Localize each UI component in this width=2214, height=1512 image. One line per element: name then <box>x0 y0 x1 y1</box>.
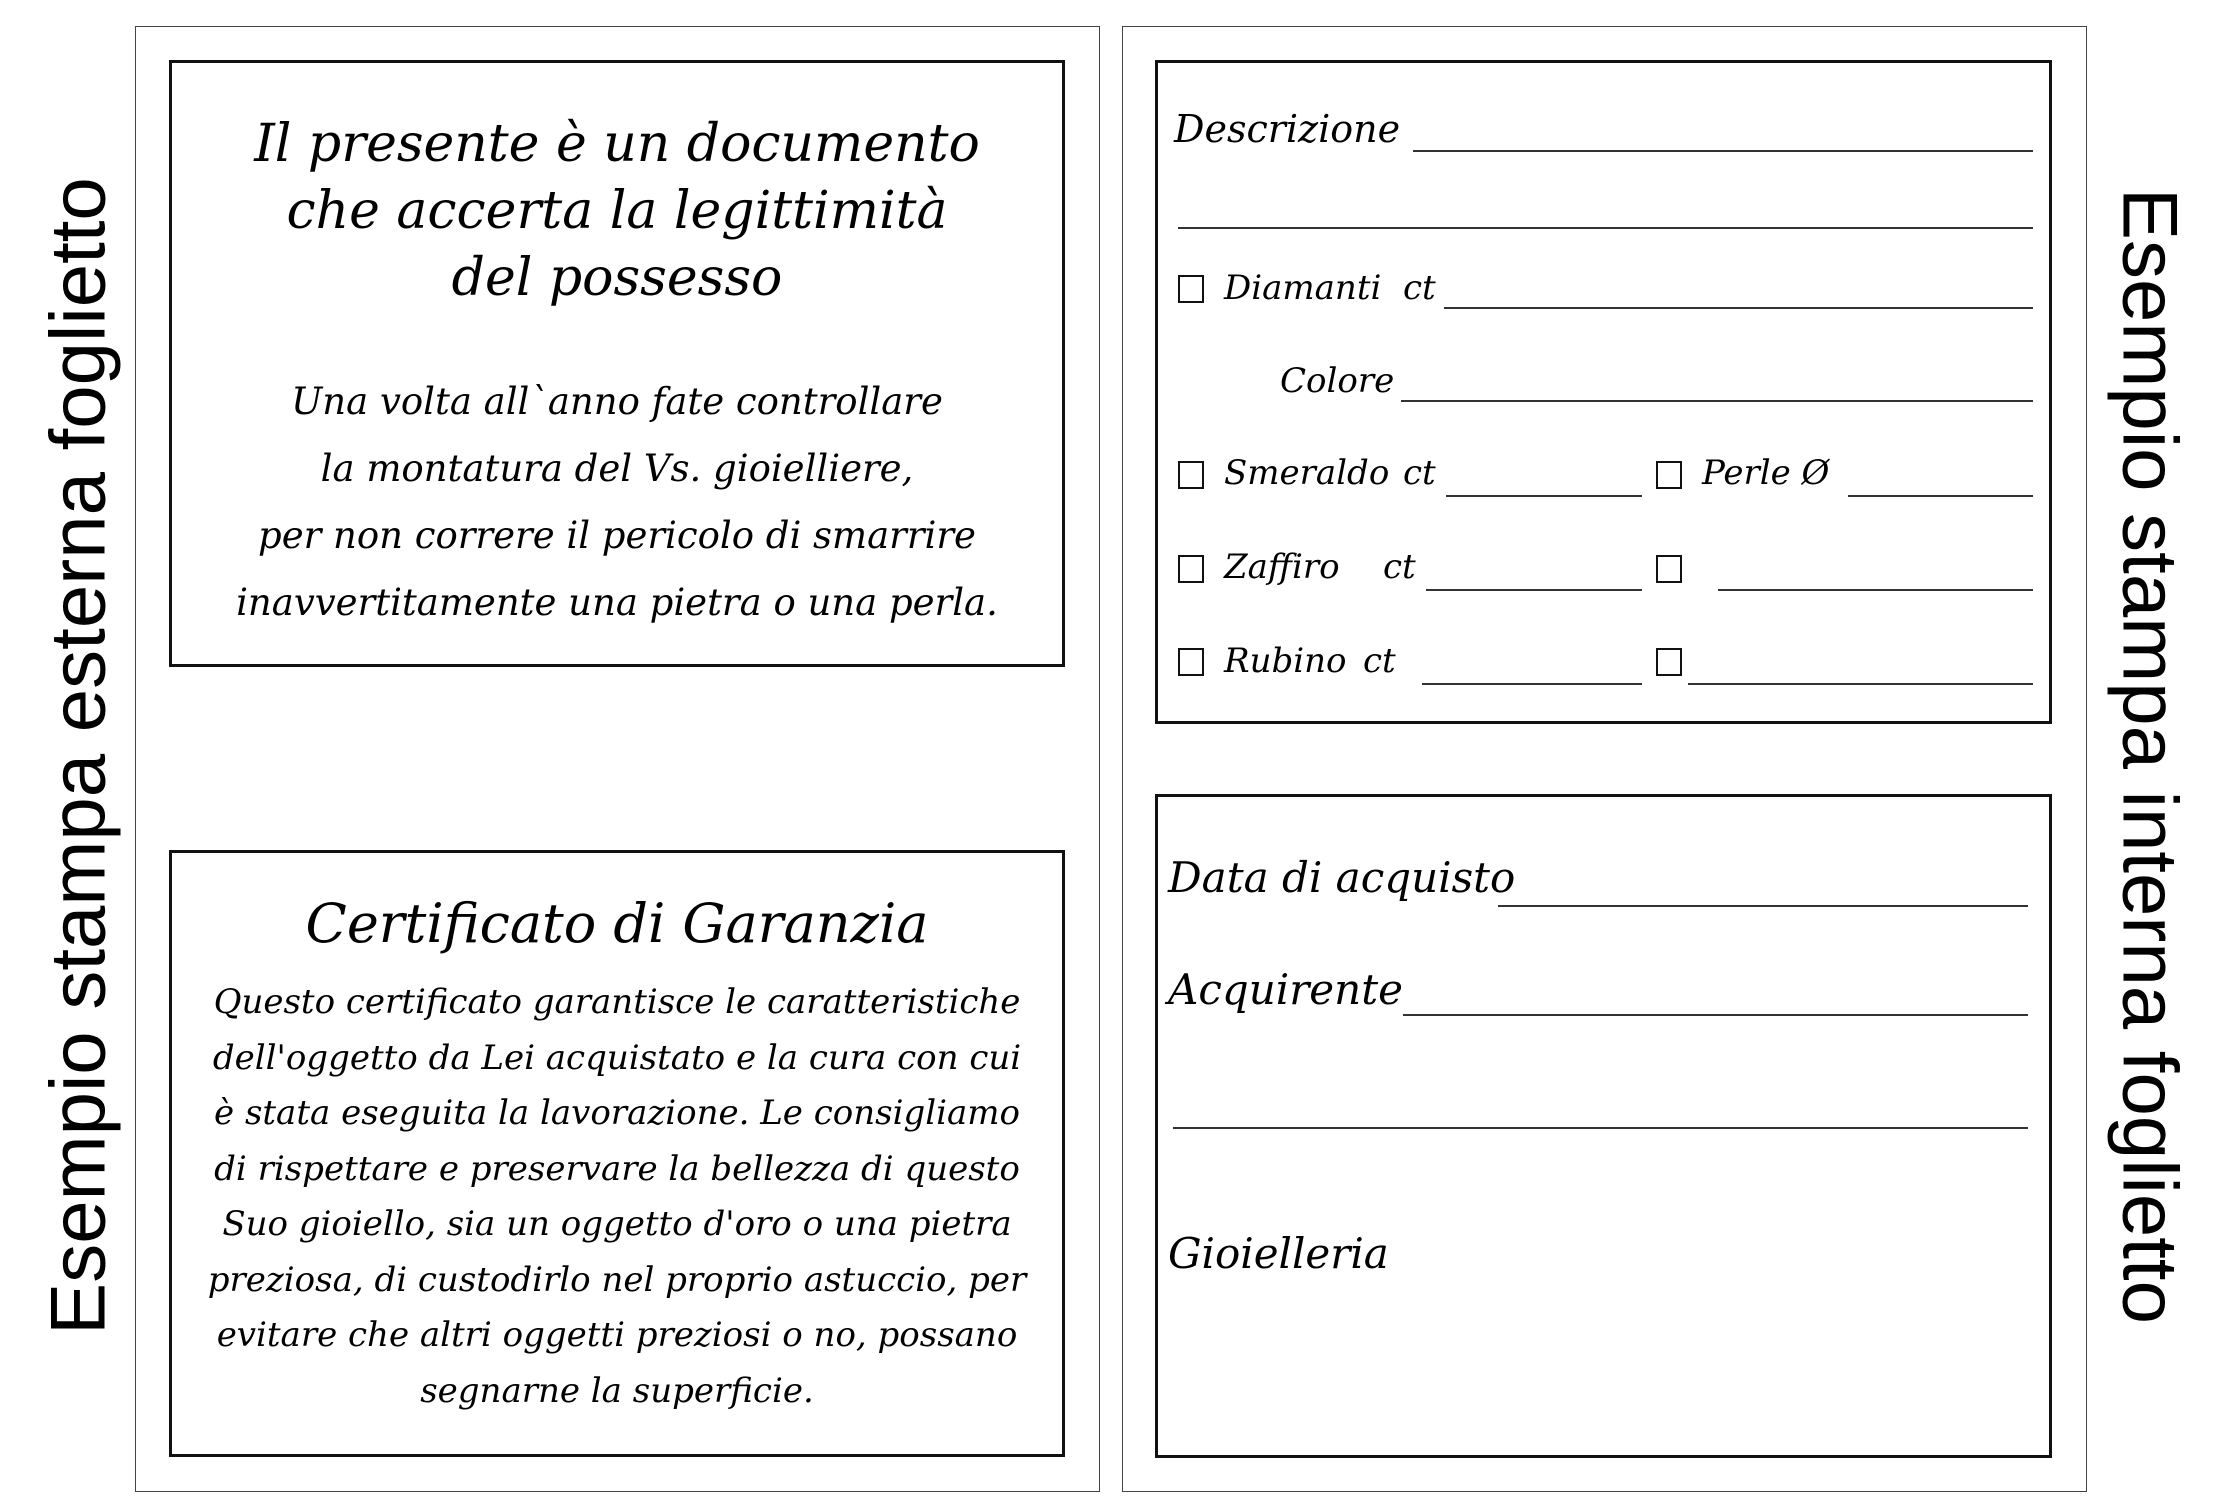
diamonds-checkbox[interactable] <box>1178 275 1204 303</box>
description-field-line-1[interactable] <box>1413 150 2033 152</box>
warranty-line: Suo gioiello, sia un oggetto d'oro o una pietra <box>222 1204 1012 1244</box>
legitimacy-card <box>169 60 1065 667</box>
ruby-checkbox[interactable] <box>1178 648 1204 676</box>
pearls-label: Perle Ø <box>1702 453 1830 493</box>
sapphire-field-line[interactable] <box>1426 589 1642 591</box>
color-label: Colore <box>1280 361 1395 401</box>
warranty-card <box>169 850 1065 1457</box>
warranty-line: preziosa, di custodirlo nel proprio astuccio, per <box>207 1259 1027 1300</box>
jeweler-label: Gioielleria <box>1168 1229 1389 1278</box>
purchase-info-card <box>1155 794 2052 1458</box>
warranty-line: dell'oggetto da Lei acquistato e la cura con cui <box>212 1037 1022 1078</box>
sapphire-checkbox[interactable] <box>1178 555 1204 583</box>
warranty-line: di rispettare e preservare la bellezza di questo <box>214 1148 1020 1189</box>
legitimacy-title-line: che accerta la legittimità <box>286 181 948 241</box>
maintenance-advice <box>172 368 1062 636</box>
pearls-field-line[interactable] <box>1848 495 2033 497</box>
purchase-date-label: Data di acquisto <box>1168 853 1516 902</box>
other-gem-field-line-1[interactable] <box>1718 589 2033 591</box>
warranty-line: evitare che altri oggetti preziosi o no, possano <box>216 1315 1018 1355</box>
other-gem-checkbox-2[interactable] <box>1656 648 1682 676</box>
diamonds-carat-unit: ct <box>1403 268 1436 308</box>
buyer-field-line-2[interactable] <box>1173 1127 2028 1129</box>
warranty-line: è stata eseguita la lavorazione. Le consigliamo <box>214 1093 1020 1133</box>
buyer-label: Acquirente <box>1168 965 1403 1014</box>
warranty-line: Questo certificato garantisce le caratteristiche <box>213 982 1021 1022</box>
advice-line: la montatura del Vs. gioielliere, <box>320 447 914 490</box>
description-field-line-2[interactable] <box>1178 227 2033 229</box>
warranty-body <box>172 975 1062 1419</box>
other-gem-field-line-2[interactable] <box>1688 683 2033 685</box>
sapphire-carat-unit: ct <box>1383 547 1416 587</box>
emerald-checkbox[interactable] <box>1178 461 1204 489</box>
diamonds-field-line[interactable] <box>1444 307 2033 309</box>
side-label-external: Esempio stampa esterna foglietto <box>33 177 122 1335</box>
legitimacy-title <box>172 111 1062 312</box>
color-field-line[interactable] <box>1401 400 2033 402</box>
ruby-carat-unit: ct <box>1363 641 1396 681</box>
pearls-checkbox[interactable] <box>1656 461 1682 489</box>
emerald-carat-unit: ct <box>1403 453 1436 493</box>
emerald-label: Smeraldo <box>1224 453 1390 493</box>
sapphire-label: Zaffiro <box>1224 547 1340 587</box>
emerald-field-line[interactable] <box>1446 495 1642 497</box>
description-label: Descrizione <box>1174 107 1401 151</box>
side-label-internal: Esempio stampa interna foglietto <box>2106 188 2195 1324</box>
ruby-field-line[interactable] <box>1422 683 1642 685</box>
purchase-date-field-line[interactable] <box>1498 905 2028 907</box>
advice-line: per non correre il pericolo di smarrire <box>258 514 976 557</box>
diamonds-label: Diamanti <box>1224 268 1382 308</box>
advice-line: inavvertitamente una pietra o una perla. <box>236 581 998 624</box>
other-gem-checkbox-1[interactable] <box>1656 555 1682 583</box>
advice-line: Una volta all`anno fate controllare <box>291 380 943 423</box>
legitimacy-title-line: del possesso <box>451 248 783 308</box>
warranty-line: segnarne la superficie. <box>420 1370 814 1411</box>
ruby-label: Rubino <box>1224 641 1347 681</box>
warranty-title: Certificato di Garanzia <box>305 892 929 955</box>
buyer-field-line[interactable] <box>1403 1014 2028 1016</box>
gem-description-card <box>1155 60 2052 724</box>
legitimacy-title-line: Il presente è un documento <box>254 114 980 174</box>
